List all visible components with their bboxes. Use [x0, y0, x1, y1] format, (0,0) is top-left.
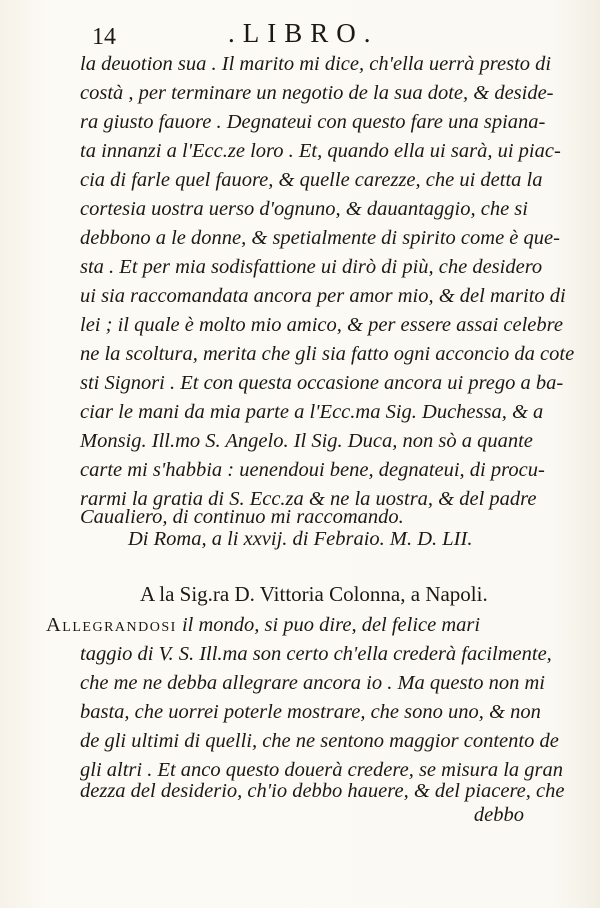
text-line: lei ; il quale è molto mio amico, & per essere assai celebre	[80, 314, 563, 336]
page-header	[92, 14, 532, 54]
text-line: Caualiero, di continuo mi raccomando.	[80, 506, 404, 528]
text-line: ne la scoltura, merita che gli sia fatto ogni acconcio da cote	[80, 343, 575, 365]
text-line: sta . Et per mia sodisfattione ui dirò di più, che desidero	[80, 256, 543, 278]
text-line-first	[46, 611, 566, 639]
text-line: costà , per terminare un negotio de la sua dote, & deside-	[80, 82, 554, 104]
letter-2-heading: A la Sig.ra D. Vittoria Colonna, a Napoli.	[140, 582, 488, 606]
text-line: taggio di V. S. Ill.ma son certo ch'ella crederà facilmente,	[80, 643, 552, 665]
text-line: che me ne debba allegrare ancora io . Ma questo non mi	[80, 672, 545, 694]
text-line: basta, che uorrei poterle mostrare, che sono uno, & non	[80, 701, 541, 723]
text-line: cortesia uostra uerso d'ognuno, & dauantaggio, che si	[80, 198, 528, 220]
text-line: ra giusto fauore . Degnateui con questo fare una spiana-	[80, 111, 546, 133]
text-line: ta innanzi a l'Ecc.ze loro . Et, quando ella ui sarà, ui piac-	[80, 140, 561, 162]
dateline: Di Roma, a li xxvij. di Febraio. M. D. LII.	[128, 528, 473, 550]
text-line: la deuotion sua . Il marito mi dice, ch'ella uerrà presto di	[80, 53, 552, 75]
running-title: .LIBRO.	[228, 18, 379, 48]
text-line: ciar le mani da mia parte a l'Ecc.ma Sig. Duchessa, & a	[80, 401, 544, 423]
text-line: rarmi la gratia di S. Ecc.za & ne la uostra, & del padre	[80, 488, 537, 510]
text-line: de gli ultimi di quelli, che ne sentono maggior contento de	[80, 730, 559, 752]
opening-word: Allegrandosi	[46, 614, 177, 636]
text-line: ui sia raccomandata ancora per amor mio, & del marito di	[80, 285, 566, 307]
text-line: debbono a le donne, & spetialmente di spirito come è que-	[80, 227, 560, 249]
text-line: gli altri . Et anco questo douerà credere, se misura la gran	[80, 759, 564, 781]
text-line: Monsig. Ill.mo S. Angelo. Il Sig. Duca, non sò a quante	[80, 430, 533, 452]
text-line: cia di farle quel fauore, & quelle carezze, che ui detta la	[80, 169, 543, 191]
catchword: debbo	[473, 804, 524, 826]
first-line-rest: il mondo, si puo dire, del felice mari	[176, 614, 481, 636]
page-number: 14	[92, 24, 116, 50]
text-line: sti Signori . Et con questa occasione ancora ui prego a ba-	[80, 372, 564, 394]
text-line: carte mi s'habbia : uenendoui bene, degnateui, di procu-	[80, 459, 545, 481]
text-line: dezza del desiderio, ch'io debbo hauere, & del piacere, che	[80, 780, 565, 802]
